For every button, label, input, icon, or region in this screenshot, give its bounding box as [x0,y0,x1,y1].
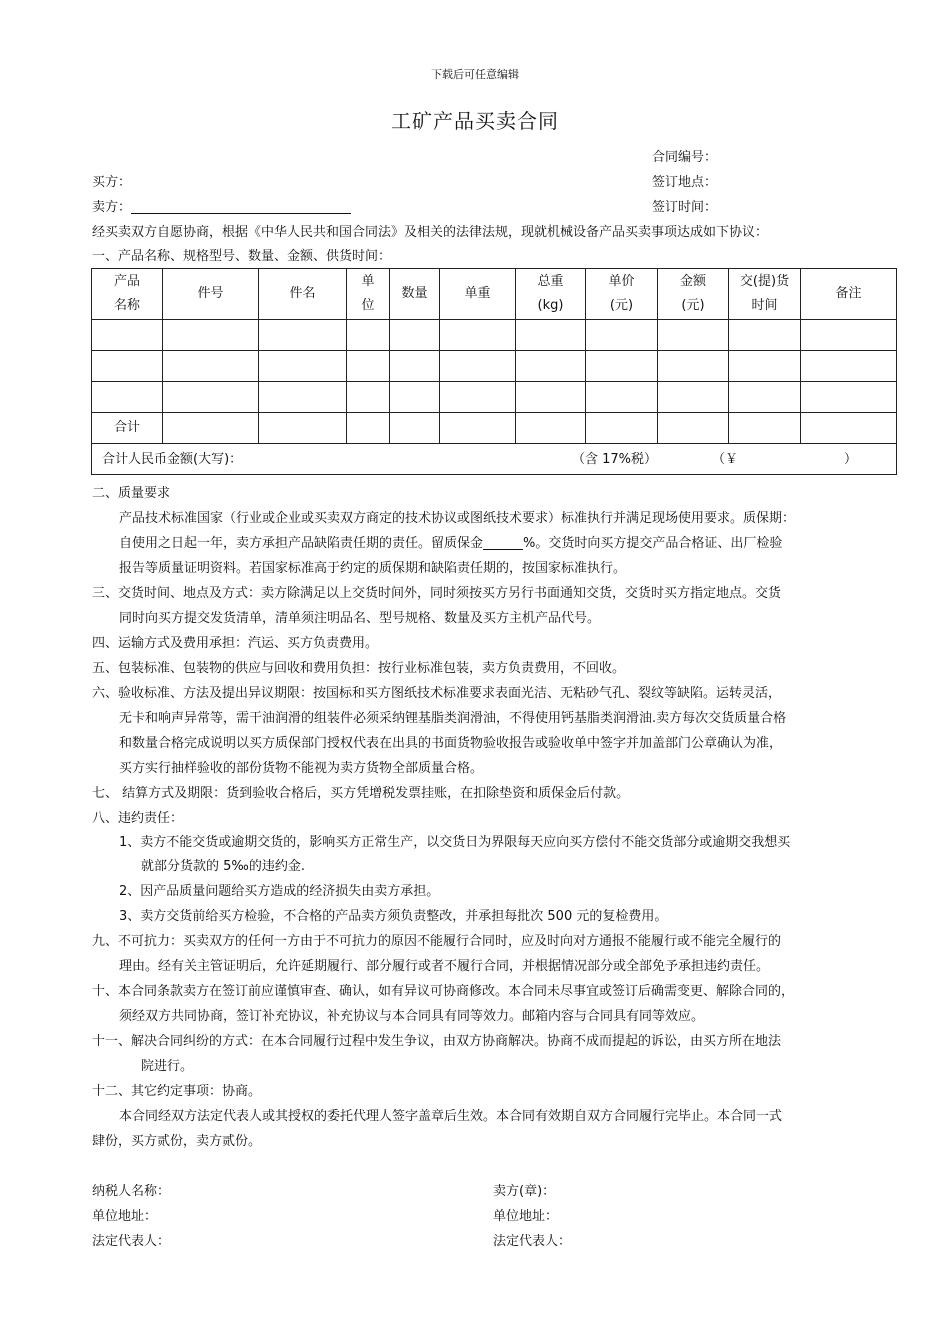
column-header-text: 单 [361,274,375,289]
column-header-text: (kg) [537,298,564,313]
section-2-text: %。交货时向买方提交产品合格证、出厂检验 [523,536,783,551]
column-header-text: (元) [609,298,634,313]
sign-time-field: 签订时间： [652,200,718,215]
section-8-item: 就部分货款的 5‰的违约金. [141,859,305,874]
section-2-line: 报告等质量证明资料。若国家标准高于约定的质保期和缺陷责任期的，按国家标准执行。 [119,561,627,576]
section-6-line: 买方实行抽样验收的部份货物不能视为卖方货物全部质量合格。 [119,761,484,776]
column-header [390,269,440,320]
section-10-line: 须经双方共同协商，签订补充协议，补充协议与本合同具有同等效力。邮箱内容与合同具有同等效应。 [119,1009,705,1024]
section-11-line: 院进行。 [141,1059,194,1074]
sum-label: 合计 [92,413,163,444]
column-header-text: 备注 [835,286,862,301]
page-title: 工矿产品买卖合同 [391,109,559,133]
total-label: 合计人民币金额(大写)： [102,452,243,467]
sig-left-taxpayer: 纳税人名称： [92,1184,171,1199]
column-header [440,269,516,320]
contract-no-field: 合同编号： [652,150,718,165]
column-header-text: 数量 [401,286,428,301]
section-5: 五、包装标准、包装物的供应与回收和费用负担：按行业标准包装，卖方负责费用，不回收。 [92,661,626,676]
product-table [91,268,897,475]
column-header [163,269,259,320]
seller-label: 卖方： [92,200,132,215]
column-header-text: 件号 [197,286,224,301]
yen-close: ） [844,452,858,467]
section-8-item: 2、因产品质量问题给买方造成的经济损失由卖方承担。 [119,884,440,899]
tax-note: （含 17%税） [572,452,658,467]
section-1-title: 一、产品名称、规格型号、数量、金额、供货时间： [92,249,392,264]
column-header [347,269,390,320]
sig-right-seller: 卖方(章)： [493,1184,556,1199]
section-2-line [119,537,782,550]
column-header [92,269,163,320]
top-note: 下载后可任意编辑 [431,68,519,81]
section-6-line: 六、验收标准、方法及提出异议期限：按国标和买方图纸技术标准要求表面光洁、无粘砂气孔、裂纹等缺陷。运转灵活， [92,686,782,701]
section-9-line: 九、不可抗力：买卖双方的任何一方由于不可抗力的原因不能履行合同时，应及时向对方通报不能履行或不能完全履行的 [92,934,782,949]
column-header [801,269,897,320]
section-2-text: 自使用之日起一年，卖方承担产品缺陷责任期的责任。留质保金 [119,536,484,551]
table-header-row [92,269,897,320]
section-3-line: 同时向买方提交发货清单，清单须注明品名、型号规格、数量及买方主机产品代号。 [119,611,601,626]
buyer-field: 买方： [92,175,132,190]
column-header-text: 产品 [113,274,140,289]
column-header-text: 名称 [113,298,140,313]
table-row [92,351,897,382]
seller-blank [131,201,351,214]
column-header-text: 总重 [537,274,564,289]
closing-line: 肆份，买方贰份，卖方贰份。 [92,1134,262,1149]
closing-line: 本合同经双方法定代表人或其授权的委托代理人签字盖章后生效。本合同有效期自双方合同履行完毕止。本合同一式 [119,1109,783,1124]
sig-right-rep: 法定代表人： [493,1234,572,1249]
column-header-text: 交(提)货 [739,274,790,289]
sig-left-rep: 法定代表人： [92,1234,171,1249]
section-7: 七、 结算方式及期限：货到验收合格后，买方凭增税发票挂账，在扣除垫资和质保金后付款。 [92,786,630,801]
section-4: 四、运输方式及费用承担：汽运、买方负责费用。 [92,636,379,651]
section-8-item: 3、卖方交货前给买方检验，不合格的产品卖方须负责整改，并承担每批次 500 元的复检费用。 [119,909,668,924]
column-header [259,269,347,320]
section-3-line: 三、交货时间、地点及方式：卖方除满足以上交货时间外，同时须按买方另行书面通知交货，交货时买方指定地点。交货 [92,586,782,601]
section-8-title: 八、违约责任： [92,811,184,826]
section-6-line: 和数量合格完成说明以买方质保部门授权代表在出具的书面货物验收报告或验收单中签字并加盖部门公章确认为准， [119,736,783,751]
column-header-text: 时间 [751,298,778,313]
column-header-text: 单价 [608,274,635,289]
sig-left-address: 单位地址： [92,1209,158,1224]
column-header-text: 单重 [464,286,491,301]
deposit-blank [483,537,523,550]
column-header [658,269,729,320]
column-header [586,269,658,320]
section-10-line: 十、本合同条款卖方在签订前应谨慎审查、确认，如有异议可协商修改。本合同未尽事宜或签订后确需变更、解除合同的， [92,984,795,999]
section-9-line: 理由。经有关主管证明后，允许延期履行、部分履行或者不履行合同，并根据情况部分或全部免予承担违约责任。 [119,959,770,974]
section-12: 十二、其它约定事项：协商。 [92,1084,262,1099]
column-header-text: (元) [681,298,705,313]
column-header-text: 金额 [679,274,706,289]
sig-right-address: 单位地址： [493,1209,559,1224]
column-header-text: 件名 [289,286,316,301]
column-header [516,269,586,320]
table-row [92,382,897,413]
sign-place-field: 签订地点： [652,175,718,190]
column-header [729,269,801,320]
yen-open: （￥ [712,452,739,467]
column-header-text: 位 [361,298,375,313]
section-6-line: 无卡和响声异常等，需干油润滑的组装件必须采纳锂基脂类润滑油，不得使用钙基脂类润滑油.卖方每次交货质量合格 [119,711,787,726]
table-total-row [92,444,897,475]
section-11-line: 十一、解决合同纠纷的方式：在本合同履行过程中发生争议，由双方协商解决。协商不成而提起的诉讼，由买方所在地法 [92,1034,782,1049]
section-2-title: 二、质量要求 [92,486,171,501]
section-2-line: 产品技术标准国家（行业或企业或买卖双方商定的技术协议或图纸技术要求）标准执行并满足现场使用要求。质保期： [119,511,796,526]
table-row [92,320,897,351]
seller-field [92,201,351,214]
table-sum-row [92,413,897,444]
intro-text: 经买卖双方自愿协商，根据《中华人民共和国合同法》及相关的法律法规，现就机械设备产品买卖事项达成如下协议： [92,225,769,240]
section-8-item: 1、卖方不能交货或逾期交货的，影响买方正常生产，以交货日为界限每天应向买方偿付不能交货部分或逾期交我想买 [119,835,791,850]
